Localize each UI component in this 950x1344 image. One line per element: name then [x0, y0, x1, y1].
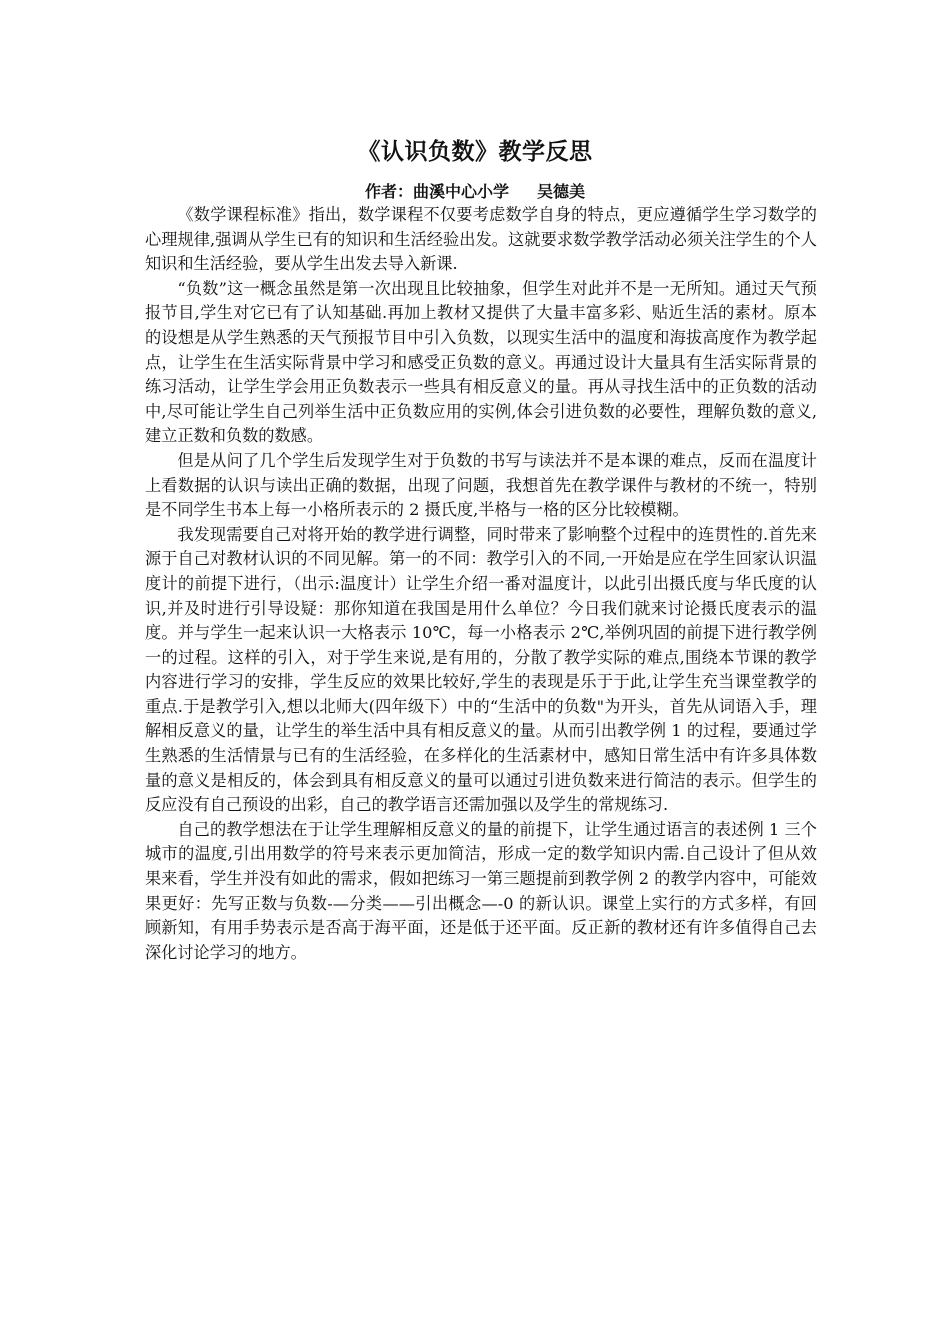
- byline-author: 吴德美: [537, 182, 586, 201]
- document-byline: [0, 179, 950, 202]
- paragraph-1: 《数学课程标准》指出，数学课程不仅要考虑数学自身的特点，更应遵循学生学习数学的心理规律,强调从学生已有的知识和生活经验出发。这就要求数学教学活动必须关注学生的个人知识和生活经验，要从学生出发去导入新课.: [145, 205, 817, 274]
- byline-label: 作者：曲溪中心小学: [364, 182, 509, 201]
- paragraph-4: 我发现需要自己对将开始的教学进行调整，同时带来了影响整个过程中的连贯性的.首先来源于自己对教材认识的不同见解。第一的不同：教学引入的不同,一开始是应在学生回家认识温度计的前提下进行，（出示:温度计）让学生介绍一番对温度计，以此引出摄氏度与华氏度的认识,并及时进行引导设疑：那你知道在我国是用什么单位？今日我们就来讨论摄氏度表示的温度。并与学生一起来认识一大格表示 10℃，每一小格表示 2℃,举例巩固的前提下进行教学例一的过程。这样的引入，对于学生来说,是有用的，分散了教学实际的难点,围绕本节课的教学内容进行学习的安排，学生反应的效果比较好,学生的表现是乐于于此,让学生充当课堂教学的重点.于是教学引入,想以北师大(四年级下）中的“生活中的负数"为开头，首先从词语入手，理解相反意义的量，让学生的举生活中具有相反意义的量。从而引出教学例 1 的过程，要通过学生熟悉的生活情景与已有的生活经验，在多样化的生活素材中，感知日常生活中有许多具体数量的意义是相反的，体会到具有相反意义的量可以通过引进负数来进行简洁的表示。但学生的反应没有自己预设的出彩，自己的教学语言还需加强以及学生的常规练习.: [145, 524, 817, 815]
- paragraph-5: 自己的教学想法在于让学生理解相反意义的量的前提下，让学生通过语言的表述例 1 三个城市的温度,引出用数学的符号来表示更加简洁，形成一定的数学知识内需.自己设计了但从效果来看，学生并没有如此的需求，假如把练习一第三题提前到教学例 2 的教学内容中，可能效果更好：先写正数与负数-—分类——引出概念—-0 的新认识。课堂上实行的方式多样，有回顾新知，有用手势表示是否高于海平面，还是低于还平面。反正新的教材还有许多值得自己去深化讨论学习的地方。: [145, 819, 817, 962]
- document-title: 《认识负数》教学反思: [357, 139, 593, 165]
- document-body: [145, 203, 817, 965]
- paragraph-3: 但是从问了几个学生后发现学生对于负数的书写与读法并不是本课的难点，反而在温度计上看数据的认识与读出正确的数据，出现了问题，我想首先在教学课件与教材的不统一，特别是不同学生书本上每一小格所表示的 2 摄氏度,半格与一格的区分比较模糊。: [145, 450, 817, 520]
- paragraph-2: “负数”这一概念虽然是第一次出现且比较抽象，但学生对此并不是一无所知。通过天气预报节目,学生对它已有了认知基础.再加上教材又提供了大量丰富多彩、贴近生活的素材。原本的设想是从学生熟悉的天气预报节目中引入负数，以现实生活中的温度和海拔高度作为教学起点，让学生在生活实际背景中学习和感受正负数的意义。再通过设计大量具有生活实际背景的练习活动，让学生学会用正负数表示一些具有相反意义的量。再从寻找生活中的正负数的活动中,尽可能让学生自己列举生活中正负数应用的实例,体会引进负数的必要性，理解负数的意义,建立正数和负数的数感。: [145, 278, 817, 446]
